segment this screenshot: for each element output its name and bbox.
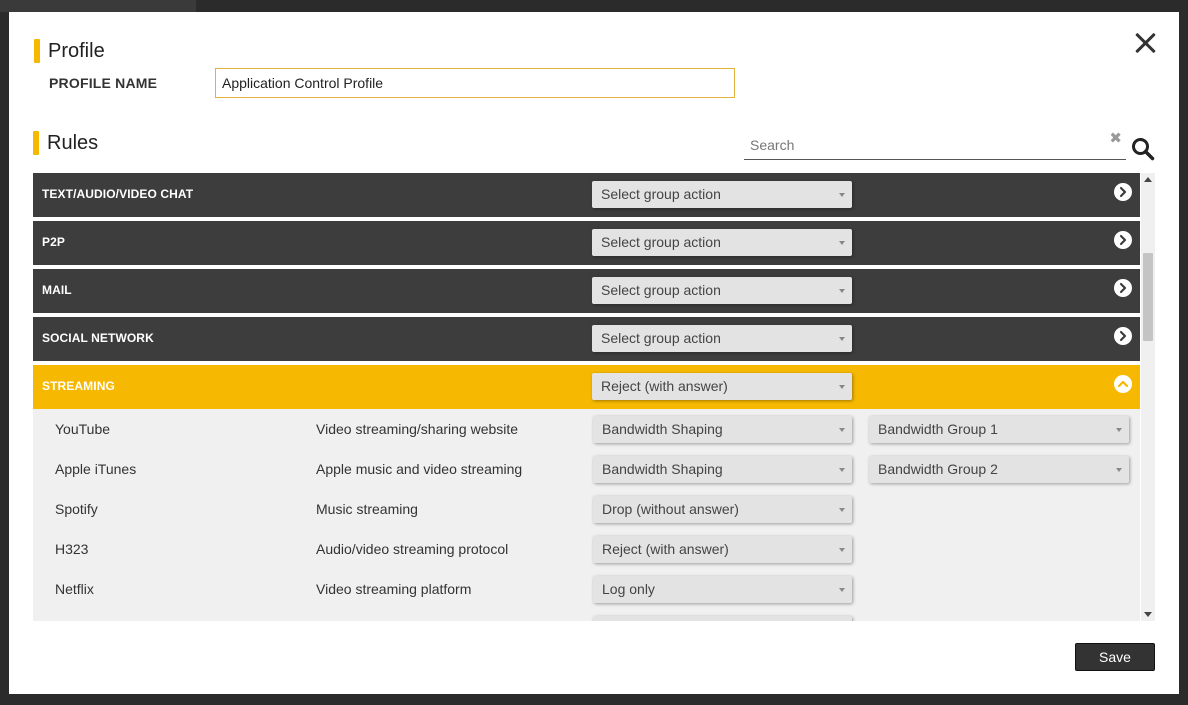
rules-table	[33, 173, 1155, 621]
clear-search-icon[interactable]: ✖	[1109, 130, 1122, 147]
profile-name-label: PROFILE NAME	[49, 75, 158, 91]
group-name: P2P	[42, 235, 65, 249]
chevron-right-icon[interactable]	[1114, 183, 1132, 201]
search-input[interactable]	[744, 132, 1094, 158]
group-name: MAIL	[42, 283, 72, 297]
scroll-down-icon[interactable]	[1144, 612, 1152, 617]
app-name: Netflix	[55, 581, 94, 597]
chevron-right-icon[interactable]	[1114, 327, 1132, 345]
group-name: STREAMING	[42, 379, 115, 393]
bandwidth-group-select[interactable]: Bandwidth Group 2	[869, 456, 1129, 483]
app-name: Apple iTunes	[55, 461, 137, 477]
close-icon[interactable]	[1131, 29, 1159, 57]
app-row-spotify	[33, 489, 1140, 529]
save-button[interactable]: Save	[1075, 643, 1155, 671]
app-name: H323	[55, 541, 89, 557]
group-action-select[interactable]: Select group action	[592, 181, 852, 208]
profile-modal	[9, 12, 1179, 694]
app-action-select[interactable]: Reject (with answer)	[593, 536, 852, 563]
search-icon[interactable]	[1131, 137, 1155, 161]
accent-bar	[34, 39, 40, 63]
search-box	[744, 132, 1126, 160]
bandwidth-group-select[interactable]: Bandwidth Group 1	[869, 416, 1129, 443]
scroll-up-icon[interactable]	[1144, 177, 1152, 182]
app-description: Audio/video streaming protocol	[316, 541, 509, 557]
group-name: SOCIAL NETWORK	[42, 331, 154, 345]
group-row-chat[interactable]	[33, 173, 1140, 217]
backdrop	[0, 0, 196, 12]
group-row-streaming[interactable]	[33, 365, 1140, 409]
app-name: Spotify	[55, 501, 98, 517]
profile-name-input[interactable]	[215, 68, 735, 98]
rules-section-title	[33, 131, 98, 155]
chevron-right-icon[interactable]	[1114, 279, 1132, 297]
app-action-select[interactable]: Bandwidth Shaping	[593, 456, 852, 483]
app-row-netflix	[33, 569, 1140, 609]
app-row-apple-itunes	[33, 449, 1140, 489]
app-description: Video streaming/sharing website	[316, 421, 519, 437]
app-action-select[interactable]: Drop (without answer)	[593, 496, 852, 523]
group-action-select[interactable]: Select group action	[592, 325, 852, 352]
rules-scrollbar[interactable]	[1141, 173, 1155, 621]
chevron-right-icon[interactable]	[1114, 231, 1132, 249]
group-action-select[interactable]: Select group action	[592, 229, 852, 256]
app-row-partial	[33, 609, 1140, 621]
app-action-select[interactable]: Bandwidth Shaping	[593, 416, 852, 443]
scroll-thumb[interactable]	[1143, 253, 1153, 341]
group-action-select[interactable]: Reject (with answer)	[592, 373, 852, 400]
app-row-youtube	[33, 409, 1140, 449]
accent-bar	[33, 131, 39, 155]
app-description: Music streaming	[316, 501, 418, 517]
app-name: YouTube	[55, 421, 111, 437]
app-description: Video streaming platform	[316, 581, 472, 597]
profile-section-title	[34, 39, 105, 63]
rules-title: Rules	[47, 131, 99, 154]
group-row-p2p[interactable]	[33, 221, 1140, 265]
app-action-select[interactable]: Log only	[593, 576, 852, 603]
group-row-mail[interactable]	[33, 269, 1140, 313]
group-action-select[interactable]: Select group action	[592, 277, 852, 304]
app-action-select[interactable]	[593, 616, 852, 621]
group-row-social-network[interactable]	[33, 317, 1140, 361]
app-row-h323	[33, 529, 1140, 569]
app-description: Apple music and video streaming	[316, 461, 523, 477]
chevron-up-icon[interactable]	[1114, 375, 1132, 393]
group-name: TEXT/AUDIO/VIDEO CHAT	[42, 187, 194, 201]
profile-title: Profile	[48, 39, 105, 62]
